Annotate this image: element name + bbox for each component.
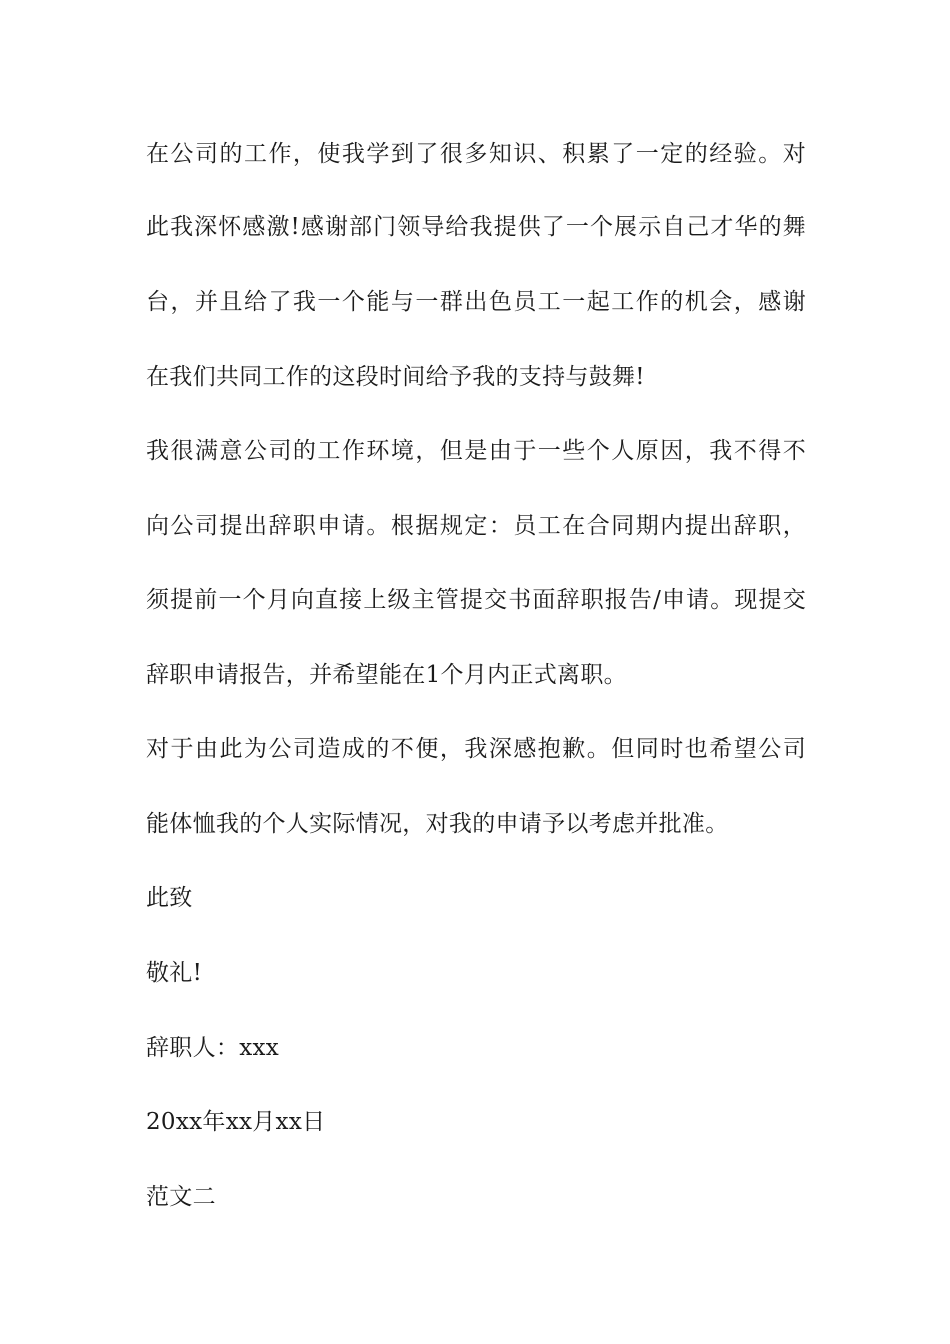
- paragraph-1-line-2: 此我深怀感激!感谢部门领导给我提供了一个展示自己才华的舞: [146, 214, 806, 240]
- salute-text: 敬礼!: [146, 960, 203, 986]
- paragraph-2-line-1: 我很满意公司的工作环境，但是由于一些个人原因，我不得不: [146, 438, 806, 464]
- paragraph-2-line-3: 须提前一个月向直接上级主管提交书面辞职报告/申请。现提交: [146, 587, 806, 613]
- paragraph-1-line-4: 在我们共同工作的这段时间给予我的支持与鼓舞!: [146, 364, 645, 390]
- paragraph-1-line-1: 在公司的工作，使我学到了很多知识、积累了一定的经验。对: [146, 141, 806, 167]
- paragraph-1-line-3: 台，并且给了我一个能与一群出色员工一起工作的机会，感谢: [146, 289, 806, 315]
- paragraph-3-line-1: 对于由此为公司造成的不便，我深感抱歉。但同时也希望公司: [146, 736, 806, 762]
- closing-text: 此致: [146, 885, 193, 911]
- next-section-heading: 范文二: [146, 1184, 216, 1210]
- paragraph-2-line-2: 向公司提出辞职申请。根据规定：员工在合同期内提出辞职，: [146, 513, 806, 539]
- signature-line: 辞职人：xxx: [146, 1035, 280, 1061]
- paragraph-2-line-4: 辞职申请报告，并希望能在1个月内正式离职。: [146, 662, 627, 688]
- paragraph-3-line-2: 能体恤我的个人实际情况，对我的申请予以考虑并批准。: [146, 811, 729, 837]
- date-line: 20xx年xx月xx日: [146, 1109, 326, 1135]
